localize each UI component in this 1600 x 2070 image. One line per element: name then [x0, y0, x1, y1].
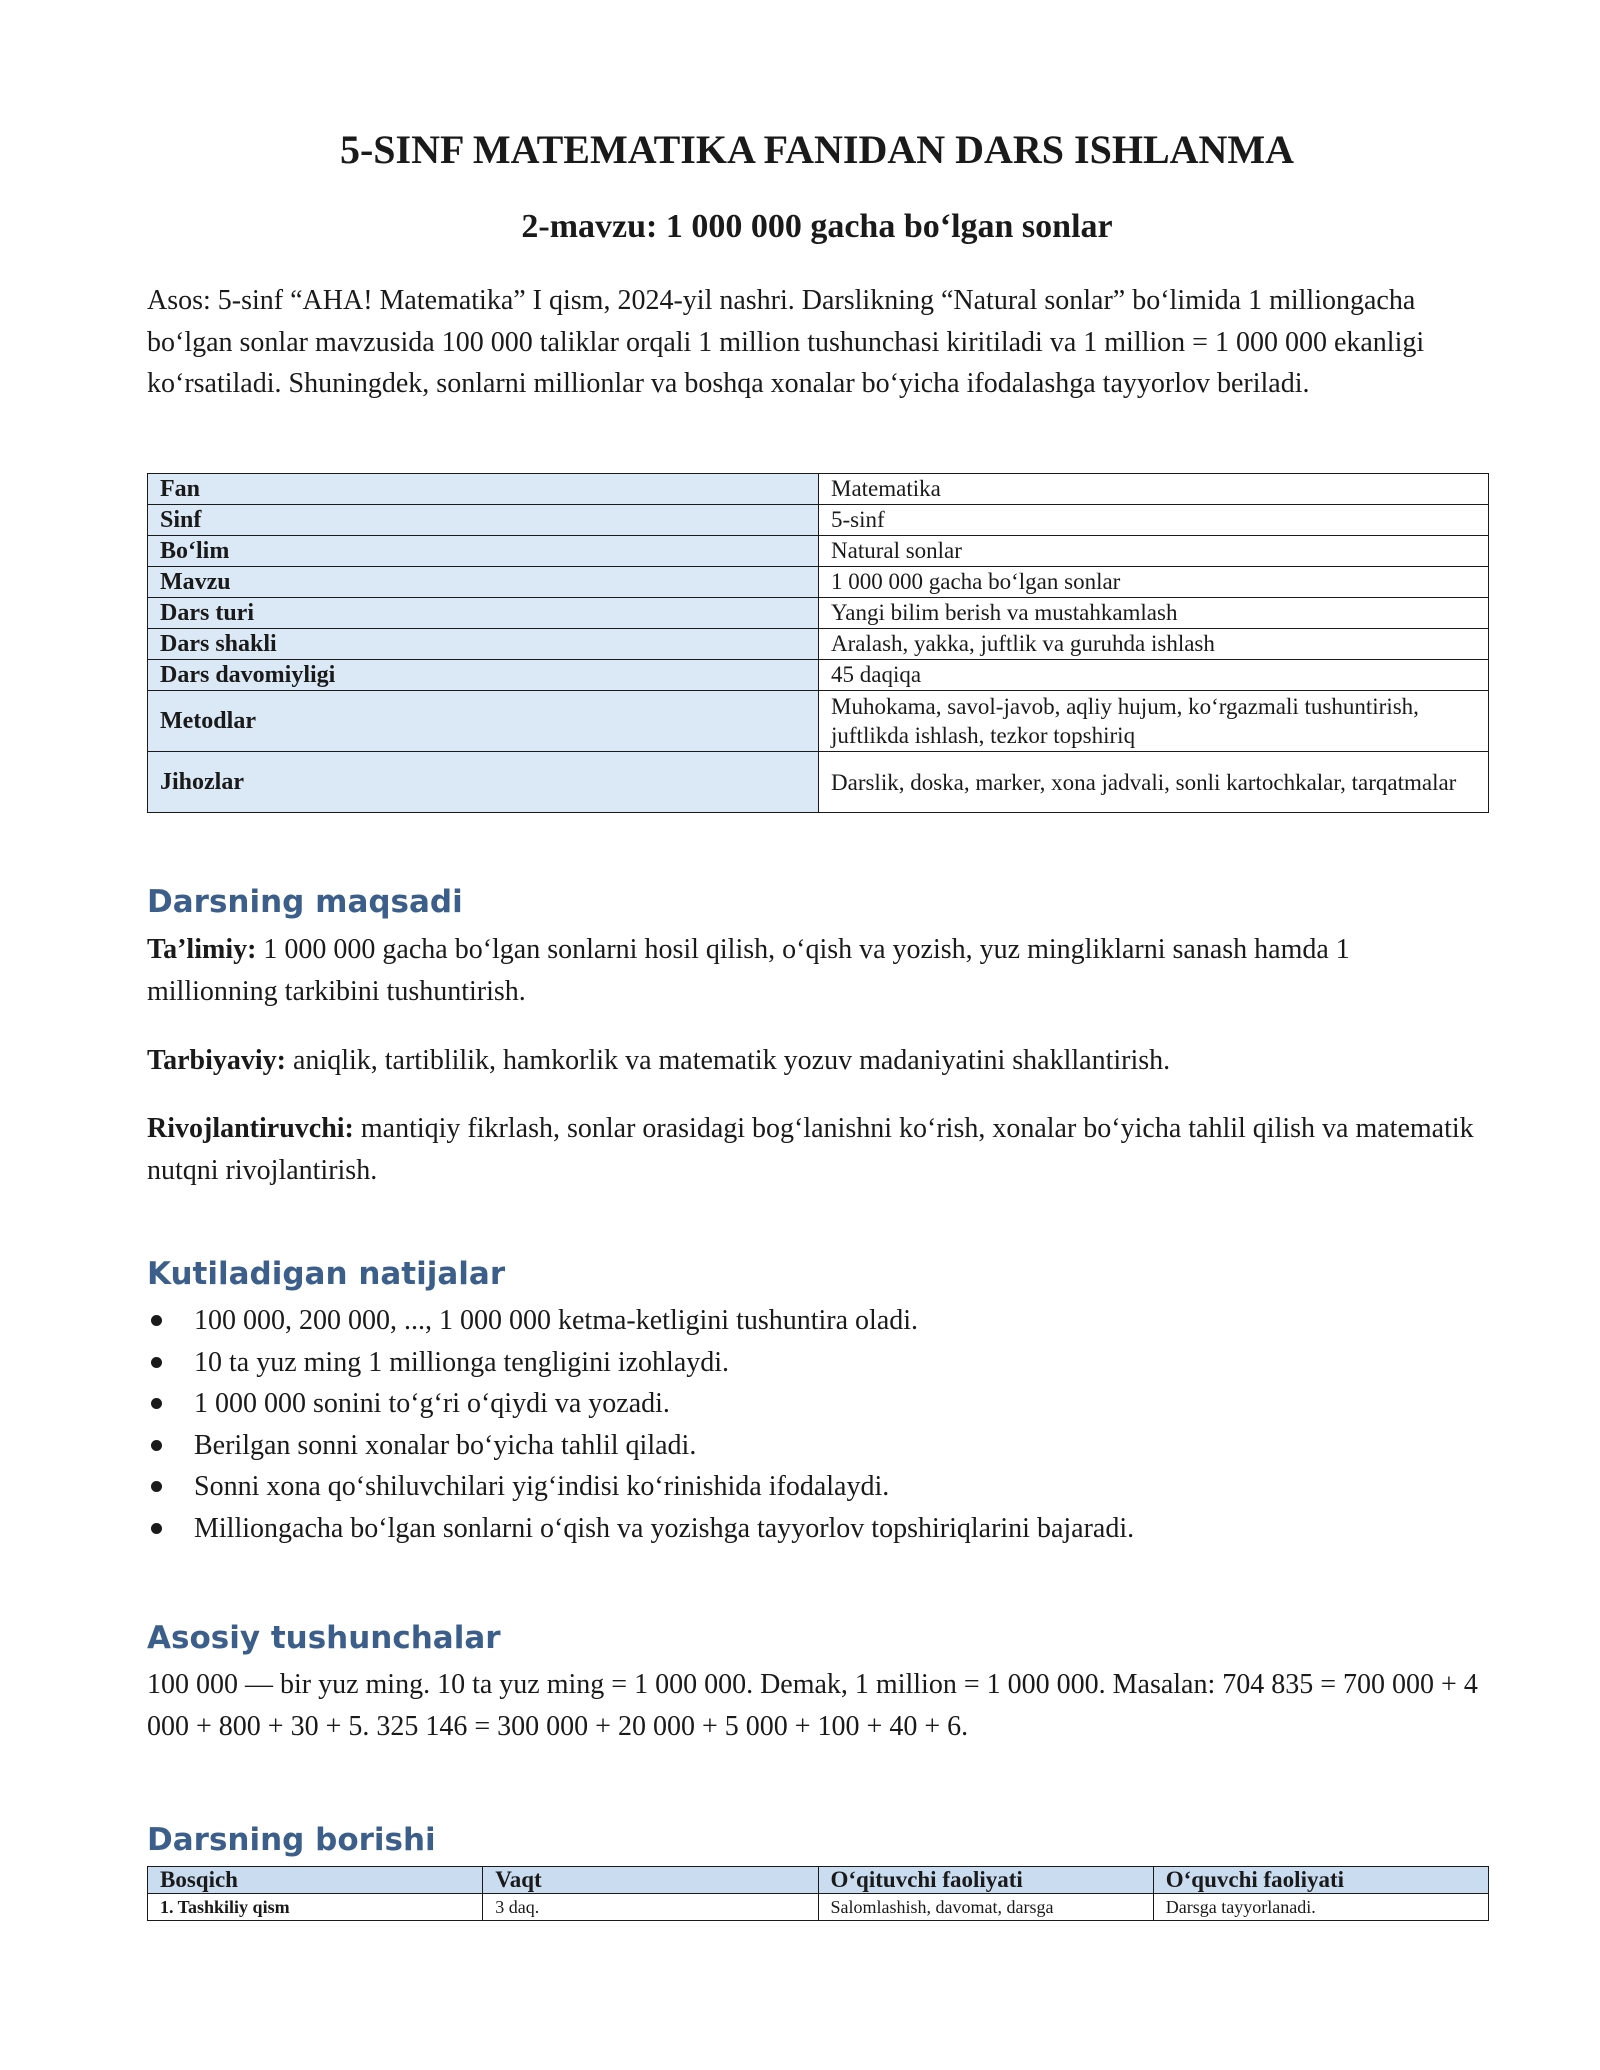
- results-heading: Kutiladigan natijalar: [147, 1256, 506, 1292]
- table-row: [148, 536, 1489, 567]
- table-row: [148, 629, 1489, 660]
- info-value: Muhokama, savol-javob, aqliy hujum, ko‘rgazmali tushuntirish, juftlikda ishlash, tezkor topshiriq: [819, 691, 1489, 752]
- goal-educational: [147, 929, 1487, 1012]
- table-cell: 3 daq.: [483, 1894, 818, 1921]
- info-value: 45 daqiqa: [819, 660, 1489, 691]
- table-row: [148, 598, 1489, 629]
- info-key: Mavzu: [148, 567, 819, 598]
- goal-label: Rivojlantiruvchi:: [147, 1113, 354, 1144]
- list-item: 1 000 000 sonini to‘g‘ri o‘qiydi va yozadi.: [147, 1383, 1487, 1425]
- info-value: Matematika: [819, 474, 1489, 505]
- lesson-info-table: [147, 473, 1489, 813]
- list-item: Berilgan sonni xonalar bo‘yicha tahlil qiladi.: [147, 1425, 1487, 1467]
- info-value: 5-sinf: [819, 505, 1489, 536]
- table-header-row: [148, 1867, 1489, 1894]
- table-row: [148, 660, 1489, 691]
- table-cell: 1. Tashkiliy qism: [148, 1894, 483, 1921]
- info-value: Natural sonlar: [819, 536, 1489, 567]
- info-value: Aralash, yakka, juftlik va guruhda ishlash: [819, 629, 1489, 660]
- list-item: Milliongacha bo‘lgan sonlarni o‘qish va yozishga tayyorlov topshiriqlarini bajaradi.: [147, 1508, 1487, 1550]
- table-row: [148, 474, 1489, 505]
- info-key: Bo‘lim: [148, 536, 819, 567]
- lesson-heading: Darsning borishi: [147, 1822, 436, 1858]
- info-key: Dars davomiyligi: [148, 660, 819, 691]
- goals-heading: Darsning maqsadi: [147, 884, 463, 920]
- table-row: [148, 691, 1489, 752]
- info-key: Metodlar: [148, 691, 819, 752]
- info-key: Fan: [148, 474, 819, 505]
- table-row: [148, 505, 1489, 536]
- info-key: Dars turi: [148, 598, 819, 629]
- goal-label: Ta’limiy:: [147, 934, 257, 965]
- goal-text: mantiqiy fikrlash, sonlar orasidagi bog‘lanishni ko‘rish, xonalar bo‘yicha tahlil qilish va matematik nutqni rivojlantirish.: [147, 1113, 1474, 1186]
- column-header: O‘quvchi faoliyati: [1153, 1867, 1488, 1894]
- document-title: 5-SINF MATEMATIKA FANIDAN DARS ISHLANMA: [339, 127, 1295, 172]
- info-key: Sinf: [148, 505, 819, 536]
- list-item: 10 ta yuz ming 1 millionga tengligini izohlaydi.: [147, 1342, 1487, 1384]
- list-item: Sonni xona qo‘shiluvchilari yig‘indisi ko‘rinishida ifodalaydi.: [147, 1466, 1487, 1508]
- column-header: Vaqt: [483, 1867, 818, 1894]
- document-subtitle: 2-mavzu: 1 000 000 gacha bo‘lgan sonlar: [521, 208, 1113, 245]
- lesson-flow-table: [147, 1866, 1489, 1921]
- table-row: [148, 567, 1489, 598]
- list-item: 100 000, 200 000, ..., 1 000 000 ketma-ketligini tushuntira oladi.: [147, 1300, 1487, 1342]
- info-key: Dars shakli: [148, 629, 819, 660]
- table-cell: Darsga tayyorlanadi.: [1153, 1894, 1488, 1921]
- goal-text: 1 000 000 gacha bo‘lgan sonlarni hosil qilish, o‘qish va yozish, yuz mingliklarni sanash hamda 1 millionning tarkibini tushuntirish.: [147, 934, 1350, 1007]
- table-cell: Salomlashish, davomat, darsga: [818, 1894, 1153, 1921]
- goal-label: Tarbiyaviy:: [147, 1045, 286, 1076]
- info-value: 1 000 000 gacha bo‘lgan sonlar: [819, 567, 1489, 598]
- table-row: [148, 752, 1489, 813]
- goal-text: aniqlik, tartiblilik, hamkorlik va matematik yozuv madaniyatini shakllantirish.: [286, 1045, 1171, 1076]
- goal-upbringing: [147, 1040, 1487, 1082]
- info-value: Yangi bilim berish va mustahkamlash: [819, 598, 1489, 629]
- table-row: [148, 1894, 1489, 1921]
- info-key: Jihozlar: [148, 752, 819, 813]
- column-header: Bosqich: [148, 1867, 483, 1894]
- concepts-paragraph: 100 000 — bir yuz ming. 10 ta yuz ming = 1 000 000. Demak, 1 million = 1 000 000. Masalan: 704 835 = 700 000 + 4 000 + 800 + 30 + 5. 325 146 = 300 000 + 20 000 + 5 000 + 100 + 40 + 6.: [147, 1669, 1478, 1742]
- goal-developmental: [147, 1108, 1487, 1191]
- intro-paragraph: Asos: 5-sinf “AHA! Matematika” I qism, 2024-yil nashri. Darslikning “Natural sonlar” bo‘limida 1 milliongacha bo‘lgan sonlar mavzusida 100 000 taliklar orqali 1 million tushunchasi kiritiladi va 1 million = 1 000 000 ekanligi ko‘rsatiladi. Shuningdek, sonlarni millionlar va boshqa xonalar bo‘yicha ifodalashga tayyorlov beriladi.: [147, 285, 1425, 399]
- results-list: [147, 1300, 1487, 1549]
- column-header: O‘qituvchi faoliyati: [818, 1867, 1153, 1894]
- info-value: Darslik, doska, marker, xona jadvali, sonli kartochkalar, tarqatmalar: [819, 752, 1489, 813]
- concepts-heading: Asosiy tushunchalar: [147, 1620, 501, 1656]
